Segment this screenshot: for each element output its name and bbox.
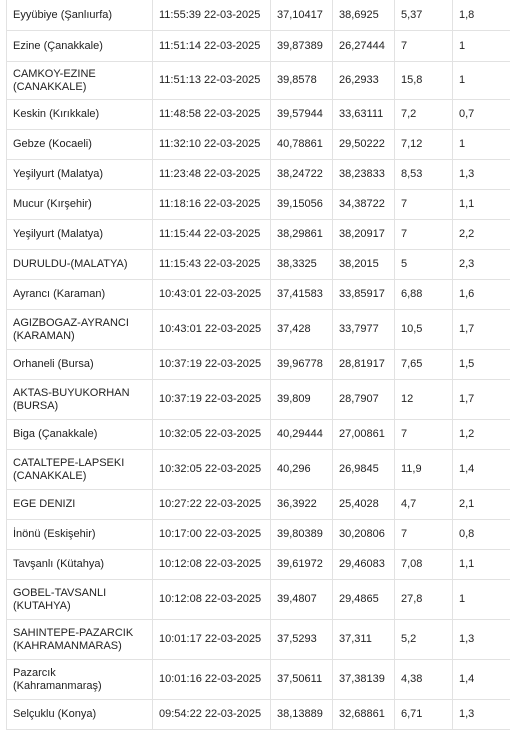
location-cell: EGE DENIZI	[7, 490, 153, 520]
magnitude-cell: 1,5	[453, 350, 510, 380]
longitude-cell: 29,46083	[333, 550, 395, 580]
longitude-cell: 33,7977	[333, 310, 395, 350]
magnitude-cell: 1	[453, 580, 510, 620]
time-cell: 11:48:58 22-03-2025	[153, 100, 271, 130]
location-cell: AKTAS-BUYUKORHAN (BURSA)	[7, 380, 153, 420]
table-row	[7, 100, 510, 130]
depth-cell: 6,88	[395, 280, 453, 310]
depth-cell: 7,08	[395, 550, 453, 580]
time-cell: 10:32:05 22-03-2025	[153, 420, 271, 450]
depth-cell: 5,2	[395, 620, 453, 660]
magnitude-cell: 0,7	[453, 100, 510, 130]
table-row	[7, 520, 510, 550]
latitude-cell: 39,96778	[271, 350, 333, 380]
depth-cell: 7	[395, 220, 453, 250]
longitude-cell: 33,85917	[333, 280, 395, 310]
longitude-cell: 27,00861	[333, 420, 395, 450]
time-cell: 10:32:05 22-03-2025	[153, 450, 271, 490]
magnitude-cell: 1,3	[453, 620, 510, 660]
time-cell: 10:01:17 22-03-2025	[153, 620, 271, 660]
table-row	[7, 660, 510, 700]
longitude-cell: 26,27444	[333, 31, 395, 62]
time-cell: 11:51:14 22-03-2025	[153, 31, 271, 62]
longitude-cell: 28,7907	[333, 380, 395, 420]
latitude-cell: 38,3325	[271, 250, 333, 280]
longitude-cell: 37,311	[333, 620, 395, 660]
magnitude-cell: 1,7	[453, 380, 510, 420]
latitude-cell: 40,78861	[271, 130, 333, 160]
longitude-cell: 38,20917	[333, 220, 395, 250]
magnitude-cell: 2,1	[453, 490, 510, 520]
longitude-cell: 29,50222	[333, 130, 395, 160]
location-cell: Biga (Çanakkale)	[7, 420, 153, 450]
table-row	[7, 550, 510, 580]
depth-cell: 11,9	[395, 450, 453, 490]
longitude-cell: 32,68861	[333, 700, 395, 730]
location-cell: Mucur (Kırşehir)	[7, 190, 153, 220]
table-row	[7, 190, 510, 220]
table-row	[7, 450, 510, 490]
latitude-cell: 39,15056	[271, 190, 333, 220]
table-row	[7, 620, 510, 660]
latitude-cell: 37,10417	[271, 0, 333, 31]
latitude-cell: 39,61972	[271, 550, 333, 580]
time-cell: 11:32:10 22-03-2025	[153, 130, 271, 160]
location-cell: Tavşanlı (Kütahya)	[7, 550, 153, 580]
depth-cell: 6,71	[395, 700, 453, 730]
earthquake-table	[6, 0, 510, 730]
latitude-cell: 39,4807	[271, 580, 333, 620]
magnitude-cell: 1	[453, 31, 510, 62]
depth-cell: 7,12	[395, 130, 453, 160]
depth-cell: 7	[395, 31, 453, 62]
time-cell: 11:23:48 22-03-2025	[153, 160, 271, 190]
magnitude-cell: 1,2	[453, 420, 510, 450]
latitude-cell: 38,13889	[271, 700, 333, 730]
earthquake-table-body	[7, 0, 510, 730]
magnitude-cell: 1,6	[453, 280, 510, 310]
time-cell: 10:01:16 22-03-2025	[153, 660, 271, 700]
magnitude-cell: 1	[453, 62, 510, 100]
magnitude-cell: 1,4	[453, 450, 510, 490]
longitude-cell: 38,2015	[333, 250, 395, 280]
magnitude-cell: 0,8	[453, 520, 510, 550]
depth-cell: 8,53	[395, 160, 453, 190]
magnitude-cell: 1	[453, 130, 510, 160]
location-cell: CAMKOY-EZINE (CANAKKALE)	[7, 62, 153, 100]
table-row	[7, 220, 510, 250]
longitude-cell: 37,38139	[333, 660, 395, 700]
table-row	[7, 310, 510, 350]
table-row	[7, 380, 510, 420]
time-cell: 11:15:43 22-03-2025	[153, 250, 271, 280]
longitude-cell: 25,4028	[333, 490, 395, 520]
longitude-cell: 34,38722	[333, 190, 395, 220]
longitude-cell: 29,4865	[333, 580, 395, 620]
latitude-cell: 38,24722	[271, 160, 333, 190]
time-cell: 10:27:22 22-03-2025	[153, 490, 271, 520]
depth-cell: 4,7	[395, 490, 453, 520]
latitude-cell: 39,57944	[271, 100, 333, 130]
location-cell: İnönü (Eskişehir)	[7, 520, 153, 550]
location-cell: Gebze (Kocaeli)	[7, 130, 153, 160]
location-cell: CATALTEPE-LAPSEKI (CANAKKALE)	[7, 450, 153, 490]
latitude-cell: 37,50611	[271, 660, 333, 700]
magnitude-cell: 1,1	[453, 550, 510, 580]
longitude-cell: 26,2933	[333, 62, 395, 100]
longitude-cell: 28,81917	[333, 350, 395, 380]
latitude-cell: 40,29444	[271, 420, 333, 450]
latitude-cell: 36,3922	[271, 490, 333, 520]
table-row	[7, 160, 510, 190]
magnitude-cell: 1,1	[453, 190, 510, 220]
table-row	[7, 420, 510, 450]
time-cell: 10:12:08 22-03-2025	[153, 550, 271, 580]
latitude-cell: 39,80389	[271, 520, 333, 550]
latitude-cell: 40,296	[271, 450, 333, 490]
location-cell: Selçuklu (Konya)	[7, 700, 153, 730]
location-cell: Eyyübiye (Şanlıurfa)	[7, 0, 153, 31]
depth-cell: 15,8	[395, 62, 453, 100]
latitude-cell: 37,41583	[271, 280, 333, 310]
location-cell: Ayrancı (Karaman)	[7, 280, 153, 310]
time-cell: 11:18:16 22-03-2025	[153, 190, 271, 220]
latitude-cell: 39,87389	[271, 31, 333, 62]
longitude-cell: 38,6925	[333, 0, 395, 31]
magnitude-cell: 2,2	[453, 220, 510, 250]
latitude-cell: 39,8578	[271, 62, 333, 100]
time-cell: 11:15:44 22-03-2025	[153, 220, 271, 250]
location-cell: Orhaneli (Bursa)	[7, 350, 153, 380]
longitude-cell: 38,23833	[333, 160, 395, 190]
location-cell: AGIZBOGAZ-AYRANCI (KARAMAN)	[7, 310, 153, 350]
latitude-cell: 39,809	[271, 380, 333, 420]
time-cell: 10:37:19 22-03-2025	[153, 380, 271, 420]
table-row	[7, 580, 510, 620]
magnitude-cell: 2,3	[453, 250, 510, 280]
depth-cell: 27,8	[395, 580, 453, 620]
location-cell: Yeşilyurt (Malatya)	[7, 220, 153, 250]
time-cell: 11:51:13 22-03-2025	[153, 62, 271, 100]
table-row	[7, 250, 510, 280]
depth-cell: 7,65	[395, 350, 453, 380]
location-cell: Yeşilyurt (Malatya)	[7, 160, 153, 190]
time-cell: 11:55:39 22-03-2025	[153, 0, 271, 31]
time-cell: 10:43:01 22-03-2025	[153, 310, 271, 350]
magnitude-cell: 1,8	[453, 0, 510, 31]
longitude-cell: 30,20806	[333, 520, 395, 550]
location-cell: DURULDU-(MALATYA)	[7, 250, 153, 280]
table-row	[7, 130, 510, 160]
table-row	[7, 0, 510, 31]
depth-cell: 7,2	[395, 100, 453, 130]
depth-cell: 5,37	[395, 0, 453, 31]
location-cell: Keskin (Kırıkkale)	[7, 100, 153, 130]
magnitude-cell: 1,7	[453, 310, 510, 350]
table-row	[7, 350, 510, 380]
depth-cell: 4,38	[395, 660, 453, 700]
time-cell: 09:54:22 22-03-2025	[153, 700, 271, 730]
time-cell: 10:37:19 22-03-2025	[153, 350, 271, 380]
time-cell: 10:12:08 22-03-2025	[153, 580, 271, 620]
table-row	[7, 490, 510, 520]
depth-cell: 7	[395, 520, 453, 550]
table-row	[7, 280, 510, 310]
depth-cell: 10,5	[395, 310, 453, 350]
magnitude-cell: 1,4	[453, 660, 510, 700]
location-cell: Pazarcık (Kahramanmaraş)	[7, 660, 153, 700]
magnitude-cell: 1,3	[453, 160, 510, 190]
time-cell: 10:17:00 22-03-2025	[153, 520, 271, 550]
depth-cell: 12	[395, 380, 453, 420]
depth-cell: 7	[395, 420, 453, 450]
depth-cell: 7	[395, 190, 453, 220]
location-cell: GOBEL-TAVSANLI (KUTAHYA)	[7, 580, 153, 620]
location-cell: Ezine (Çanakkale)	[7, 31, 153, 62]
latitude-cell: 37,428	[271, 310, 333, 350]
table-row	[7, 31, 510, 62]
table-row	[7, 700, 510, 730]
depth-cell: 5	[395, 250, 453, 280]
latitude-cell: 38,29861	[271, 220, 333, 250]
longitude-cell: 33,63111	[333, 100, 395, 130]
location-cell: SAHINTEPE-PAZARCIK (KAHRAMANMARAS)	[7, 620, 153, 660]
time-cell: 10:43:01 22-03-2025	[153, 280, 271, 310]
table-row	[7, 62, 510, 100]
latitude-cell: 37,5293	[271, 620, 333, 660]
magnitude-cell: 1,3	[453, 700, 510, 730]
longitude-cell: 26,9845	[333, 450, 395, 490]
